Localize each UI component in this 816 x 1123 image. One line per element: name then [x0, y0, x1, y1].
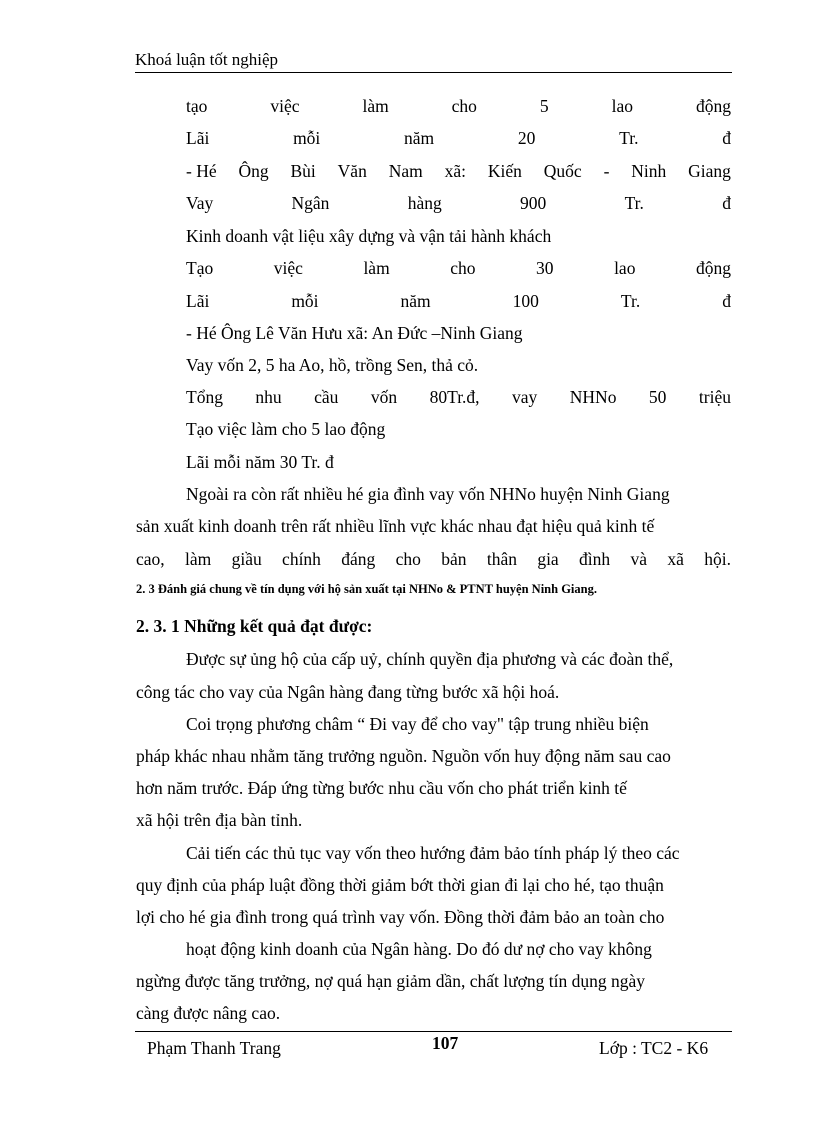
body-line-3: Coi trọng phương châm “ Đi vay để cho vay" tập trung nhiều biện	[186, 714, 649, 734]
header-title: Khoá luận tốt nghiệp	[135, 50, 279, 69]
text-line-2: Lãi mỗi năm 20 Tr. đ	[186, 128, 731, 148]
footer-rule	[135, 1031, 732, 1032]
body-line-4: pháp khác nhau nhằm tăng trưởng nguồn. Nguồn vốn huy động năm sau cao	[136, 746, 671, 766]
text-line-8: - Hé Ông Lê Văn Hưu xã: An Đức –Ninh Giang	[186, 323, 523, 343]
text-line-6: Tạo việc làm cho 30 lao động	[186, 258, 731, 278]
section-heading-2-3: 2. 3 Đánh giá chung về tín dụng với hộ sản xuất tại NHNo & PTNT huyện Ninh Giang.	[136, 582, 597, 596]
body-line-2: công tác cho vay của Ngân hàng đang từng bước xã hội hoá.	[136, 682, 560, 702]
body-line-6: xã hội trên địa bàn tỉnh.	[136, 810, 303, 830]
body-line-5: hơn năm trước. Đáp ứng từng bước nhu cầu vốn cho phát triển kinh tế	[136, 778, 627, 798]
text-line-10: Tổng nhu cầu vốn 80Tr.đ, vay NHNo 50 triệu	[186, 387, 731, 407]
text-line-7: Lãi mỗi năm 100 Tr. đ	[186, 291, 731, 311]
body-line-7: Cải tiến các thủ tục vay vốn theo hướng đảm bảo tính pháp lý theo các	[186, 843, 680, 863]
text-line-12: Lãi mỗi năm 30 Tr. đ	[186, 452, 334, 472]
body-line-11: ngừng được tăng trưởng, nợ quá hạn giảm dần, chất lượng tín dụng ngày	[136, 971, 645, 991]
body-line-1: Được sự ủng hộ của cấp uỷ, chính quyền địa phương và các đoàn thể,	[186, 649, 674, 669]
footer-class: Lớp : TC2 - K6	[599, 1038, 709, 1058]
text-line-3: - Hé Ông Bùi Văn Nam xã: Kiến Quốc - Ninh Giang	[186, 161, 731, 181]
body-line-8: quy định của pháp luật đồng thời giảm bớt thời gian đi lại cho hé, tạo thuận	[136, 875, 664, 895]
text-line-14: sản xuất kinh doanh trên rất nhiều lĩnh vực khác nhau đạt hiệu quả kinh tế	[136, 516, 655, 536]
text-line-9: Vay vốn 2, 5 ha Ao, hồ, trồng Sen, thả cỏ.	[186, 355, 479, 375]
body-line-10: hoạt động kinh doanh của Ngân hàng. Do đó dư nợ cho vay không	[186, 939, 652, 959]
text-line-11: Tạo việc làm cho 5 lao động	[186, 419, 386, 439]
text-line-4: Vay Ngân hàng 900 Tr. đ	[186, 193, 731, 213]
footer-author: Phạm Thanh Trang	[147, 1038, 281, 1058]
text-line-13: Ngoài ra còn rất nhiều hé gia đình vay vốn NHNo huyện Ninh Giang	[186, 484, 670, 504]
text-line-15: cao, làm giầu chính đáng cho bản thân gia đình và xã hội.	[136, 549, 731, 569]
page-number: 107	[432, 1033, 459, 1053]
text-line-5: Kinh doanh vật liệu xây dựng và vận tải hành khách	[186, 226, 552, 246]
text-line-1: tạo việc làm cho 5 lao động	[186, 96, 731, 116]
body-line-12: càng được nâng cao.	[136, 1003, 281, 1023]
header-rule	[135, 72, 732, 73]
section-heading-2-3-1: 2. 3. 1 Những kết quả đạt được:	[136, 616, 373, 636]
body-line-9: lợi cho hé gia đình trong quá trình vay vốn. Đồng thời đảm bảo an toàn cho	[136, 907, 665, 927]
